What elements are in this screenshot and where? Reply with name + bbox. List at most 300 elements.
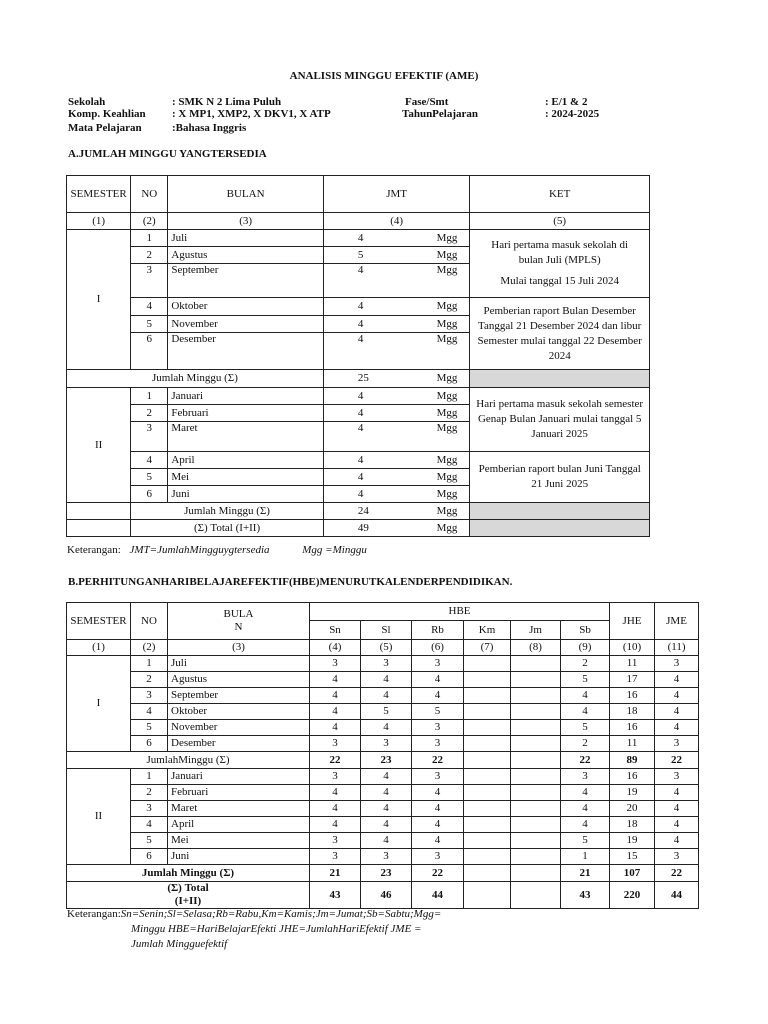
cell-km: [464, 833, 511, 849]
cell-sl: 4: [361, 785, 412, 801]
cell-km: [464, 656, 511, 672]
cell-rb: 5: [412, 704, 464, 720]
cell-sn: 4: [310, 672, 361, 688]
cell-sl: 4: [361, 688, 412, 704]
cell-sb: 2: [561, 736, 610, 752]
document-title: ANALISIS MINGGU EFEKTIF (AME): [289, 70, 479, 82]
ket-cell: Pemberian raport bulan Juni Tanggal 21 Juni 2025: [470, 452, 650, 503]
row-no: 5: [131, 833, 168, 849]
total-jm: [511, 752, 561, 769]
row-jmt: [323, 452, 470, 469]
total-label: (Σ) Total (I+II): [131, 520, 324, 537]
grand-total-row: [67, 882, 699, 909]
row-bulan: September: [168, 264, 324, 298]
cell-sn: 4: [310, 704, 361, 720]
cell-jm: [511, 688, 561, 704]
row-no: 3: [131, 422, 168, 452]
cell-sn: 4: [310, 817, 361, 833]
colnum: (1): [67, 213, 131, 230]
grand-total-label-2: (I+II): [174, 895, 202, 907]
row-bulan: Maret: [168, 422, 324, 452]
note-line-2: Minggu HBE=HariBelajarEfekti JHE=JumlahHariEfektif JME =: [131, 923, 422, 935]
jmt-value: 4: [357, 389, 364, 402]
cell-jm: [511, 785, 561, 801]
row-no: 3: [131, 801, 168, 817]
header-ket: KET: [470, 176, 650, 213]
cell-sn: 4: [310, 688, 361, 704]
section-b-note-2: [131, 923, 421, 935]
row-no: 2: [131, 405, 168, 422]
table-row: [67, 833, 699, 849]
cell-jhe: 15: [610, 849, 655, 865]
cell-jm: [511, 801, 561, 817]
cell-jm: [511, 833, 561, 849]
cell-km: [464, 736, 511, 752]
total-jhe: 89: [610, 752, 655, 769]
jumlah-label: Jumlah Minggu (Σ): [67, 370, 324, 388]
total-jhe: 107: [610, 865, 655, 882]
cell-jme: 4: [655, 704, 699, 720]
colnum: (11): [655, 640, 699, 656]
note-line-3: Jumlah Mingguefektif: [131, 938, 228, 950]
jmt-unit: Mgg: [436, 487, 458, 500]
row-no: 2: [131, 785, 168, 801]
jmt-value: 49: [357, 521, 369, 534]
table-row: [67, 298, 650, 316]
jmt-unit: Mgg: [436, 317, 458, 330]
grand-sn: 43: [310, 882, 361, 909]
total-sn: 22: [310, 752, 361, 769]
row-jmt: [323, 333, 470, 370]
row-bulan: Juni: [168, 849, 310, 865]
header-jme: JME: [655, 603, 699, 640]
cell-rb: 4: [412, 688, 464, 704]
total-sb: 21: [561, 865, 610, 882]
table-b-sem1-body: [67, 656, 699, 752]
cell-sb: 4: [561, 801, 610, 817]
cell-jhe: 18: [610, 817, 655, 833]
jmt-value: 4: [357, 264, 364, 276]
table-row: [67, 656, 699, 672]
colnum: (2): [131, 213, 168, 230]
colnum: (5): [470, 213, 650, 230]
table-b: [66, 602, 699, 909]
section-b-note-1: [67, 908, 441, 920]
cell-sn: 3: [310, 656, 361, 672]
table-row: [67, 817, 699, 833]
row-no: 4: [131, 452, 168, 469]
cell-sb: 5: [561, 720, 610, 736]
row-bulan: Mei: [168, 469, 324, 486]
row-jmt: [323, 486, 470, 503]
cell-km: [464, 849, 511, 865]
note-line-1: Sn=Senin;Sl=Selasa;Rb=Rabu,Km=Kamis;Jm=Jumat;Sb=Sabtu;Mgg=: [120, 908, 442, 920]
row-no: 1: [131, 230, 168, 247]
cell-sn: 4: [310, 720, 361, 736]
row-no: 5: [131, 316, 168, 333]
cell-jm: [511, 672, 561, 688]
ket-empty: [470, 503, 650, 520]
colnum: (3): [168, 213, 324, 230]
jmt-value: 4: [357, 231, 364, 244]
cell-rb: 3: [412, 769, 464, 785]
section-b-heading: B.PERHITUNGANHARIBELAJAREFEKTIF(HBE)MENURUTKALENDERPENDIDIKAN.: [68, 576, 513, 588]
jmt-unit: Mgg: [436, 372, 458, 384]
sekolah-label: Sekolah: [68, 96, 106, 108]
row-no: 6: [131, 333, 168, 370]
cell-jhe: 11: [610, 656, 655, 672]
cell-jme: 4: [655, 688, 699, 704]
row-bulan: Oktober: [168, 704, 310, 720]
cell-km: [464, 720, 511, 736]
mapel-value: :Bahasa Inggris: [172, 122, 247, 134]
jmt-unit: Mgg: [436, 504, 458, 517]
row-bulan: Juli: [168, 230, 324, 247]
header-bulan: BULAN: [168, 176, 324, 213]
colnum: (4): [323, 213, 470, 230]
row-jmt: [323, 405, 470, 422]
header-hbe: HBE: [310, 603, 610, 621]
colnum: (2): [131, 640, 168, 656]
header-day: Km: [464, 621, 511, 640]
row-no: 4: [131, 704, 168, 720]
sem2-jumlah-row: [67, 503, 650, 520]
grand-jm: [511, 882, 561, 909]
cell-jme: 4: [655, 720, 699, 736]
jmt-unit: Mgg: [436, 264, 458, 276]
cell-jme: 3: [655, 656, 699, 672]
sem1-jumlah-row: [67, 752, 699, 769]
row-bulan: Maret: [168, 801, 310, 817]
colnum: (8): [511, 640, 561, 656]
jmt-unit: Mgg: [436, 521, 458, 534]
row-bulan: Januari: [168, 769, 310, 785]
row-bulan: April: [168, 452, 324, 469]
row-bulan: Agustus: [168, 247, 324, 264]
komp-label: Komp. Keahlian: [68, 108, 146, 120]
row-bulan: Desember: [168, 736, 310, 752]
mapel-label: Mata Pelajaran: [68, 122, 142, 134]
cell-sb: 1: [561, 849, 610, 865]
cell-km: [464, 801, 511, 817]
cell-jm: [511, 817, 561, 833]
cell-sb: 2: [561, 656, 610, 672]
total-sn: 21: [310, 865, 361, 882]
total-rb: 22: [412, 752, 464, 769]
fase-label: Fase/Smt: [405, 96, 449, 108]
cell-jme: 4: [655, 801, 699, 817]
total-rb: 22: [412, 865, 464, 882]
row-bulan: Desember: [168, 333, 324, 370]
cell-sl: 4: [361, 817, 412, 833]
header-no: NO: [131, 176, 168, 213]
jmt-unit: Mgg: [436, 406, 458, 419]
jmt-value: 4: [357, 300, 364, 312]
header-bulan: [168, 603, 310, 640]
sem1-jumlah-row: [67, 370, 650, 388]
colnum: (7): [464, 640, 511, 656]
cell-jm: [511, 720, 561, 736]
table-b-colnum-row: [67, 640, 699, 656]
note-mgg: Mgg =Minggu: [302, 544, 367, 556]
row-no: 2: [131, 247, 168, 264]
semester-label: I: [67, 230, 131, 370]
colnum: (10): [610, 640, 655, 656]
row-jmt: [323, 388, 470, 405]
row-jmt: [323, 316, 470, 333]
jmt-unit: Mgg: [436, 333, 458, 345]
total-jme: 22: [655, 752, 699, 769]
tahun-label: TahunPelajaran: [402, 108, 479, 120]
cell-sn: 4: [310, 785, 361, 801]
cell-sl: 4: [361, 672, 412, 688]
cell-jhe: 17: [610, 672, 655, 688]
row-no: 1: [131, 656, 168, 672]
jumlah-label: Jumlah Minggu (Σ): [131, 503, 324, 520]
jmt-value: 4: [357, 470, 364, 483]
cell-km: [464, 785, 511, 801]
sem2-jumlah-row: [67, 865, 699, 882]
colnum: (9): [561, 640, 610, 656]
total-jme: 22: [655, 865, 699, 882]
cell-sl: 3: [361, 736, 412, 752]
cell-sl: 3: [361, 656, 412, 672]
ket-empty: [470, 370, 650, 388]
header-bulan-2: N: [234, 621, 243, 633]
row-no: 4: [131, 298, 168, 316]
row-bulan: Januari: [168, 388, 324, 405]
row-jmt: [323, 247, 470, 264]
cell-jme: 3: [655, 849, 699, 865]
row-bulan: November: [168, 720, 310, 736]
table-b-header-row: [67, 603, 699, 621]
cell-jm: [511, 849, 561, 865]
cell-rb: 3: [412, 849, 464, 865]
ket-cell: [470, 230, 650, 298]
cell-jhe: 20: [610, 801, 655, 817]
row-jmt: [323, 264, 470, 298]
semester-label: I: [67, 656, 131, 752]
jmt-unit: Mgg: [436, 300, 458, 312]
jmt-value: 4: [357, 487, 364, 500]
cell-sl: 4: [361, 720, 412, 736]
cell-rb: 4: [412, 672, 464, 688]
header-jmt: JMT: [323, 176, 470, 213]
note-label: Keterangan:: [67, 544, 121, 556]
jmt-value: 24: [357, 504, 369, 517]
row-bulan: Februari: [168, 785, 310, 801]
grand-rb: 44: [412, 882, 464, 909]
cell-jhe: 19: [610, 833, 655, 849]
cell-jme: 4: [655, 672, 699, 688]
jumlah-jmt: [323, 370, 470, 388]
cell-sn: 3: [310, 849, 361, 865]
row-jmt: [323, 422, 470, 452]
total-row: [67, 520, 650, 537]
row-bulan: Juli: [168, 656, 310, 672]
header-day: Sl: [361, 621, 412, 640]
ket-text: bulan Juli (MPLS): [518, 254, 601, 266]
empty-cell: [67, 503, 131, 520]
fase-value: : E/1 & 2: [545, 96, 588, 108]
grand-jhe: 220: [610, 882, 655, 909]
ket-text: Mulai tanggal 15 Juli 2024: [500, 275, 619, 287]
header-semester: SEMESTER: [67, 176, 131, 213]
cell-rb: 4: [412, 833, 464, 849]
grand-sb: 43: [561, 882, 610, 909]
jmt-unit: Mgg: [436, 422, 458, 434]
semester-label: II: [67, 769, 131, 865]
ket-text: Hari pertama masuk sekolah di: [491, 239, 629, 251]
table-row: [67, 452, 650, 469]
ket-cell: Hari pertama masuk sekolah semester Genap Bulan Januari mulai tanggal 5 Januari 2025: [470, 388, 650, 452]
table-row: [67, 672, 699, 688]
row-no: 2: [131, 672, 168, 688]
header-day: Rb: [412, 621, 464, 640]
cell-sl: 4: [361, 769, 412, 785]
table-row: [67, 769, 699, 785]
section-a-note: [67, 544, 367, 556]
row-bulan: November: [168, 316, 324, 333]
cell-rb: 4: [412, 785, 464, 801]
cell-jme: 3: [655, 736, 699, 752]
cell-km: [464, 769, 511, 785]
cell-sb: 4: [561, 688, 610, 704]
cell-sl: 5: [361, 704, 412, 720]
cell-sb: 5: [561, 672, 610, 688]
komp-value: : X MP1, XMP2, X DKV1, X ATP: [172, 108, 331, 120]
ket-cell: Pemberian raport Bulan Desember Tanggal 21 Desember 2024 dan libur Semester mulai tanggal 22 Desember 2024: [470, 298, 650, 370]
row-no: 3: [131, 688, 168, 704]
header-jhe: JHE: [610, 603, 655, 640]
grand-total-label: [67, 882, 310, 909]
cell-sb: 5: [561, 833, 610, 849]
cell-sl: 4: [361, 801, 412, 817]
row-no: 3: [131, 264, 168, 298]
cell-sb: 4: [561, 785, 610, 801]
jmt-value: 25: [357, 372, 369, 384]
table-row: [67, 388, 650, 405]
ket-empty: [470, 520, 650, 537]
row-no: 6: [131, 849, 168, 865]
grand-sl: 46: [361, 882, 412, 909]
cell-km: [464, 672, 511, 688]
total-sb: 22: [561, 752, 610, 769]
total-jm: [511, 865, 561, 882]
cell-jhe: 16: [610, 769, 655, 785]
cell-rb: 3: [412, 720, 464, 736]
colnum: (4): [310, 640, 361, 656]
jmt-unit: Mgg: [436, 231, 458, 244]
cell-jhe: 16: [610, 720, 655, 736]
cell-jm: [511, 736, 561, 752]
row-bulan: Juni: [168, 486, 324, 503]
cell-rb: 3: [412, 736, 464, 752]
colnum: (1): [67, 640, 131, 656]
total-km: [464, 752, 511, 769]
semester-label: II: [67, 388, 131, 503]
cell-jme: 4: [655, 817, 699, 833]
colnum: (6): [412, 640, 464, 656]
total-sl: 23: [361, 752, 412, 769]
table-row: [67, 849, 699, 865]
row-bulan: Februari: [168, 405, 324, 422]
cell-jm: [511, 704, 561, 720]
cell-jm: [511, 656, 561, 672]
tahun-value: : 2024-2025: [545, 108, 600, 120]
cell-sn: 4: [310, 801, 361, 817]
cell-rb: 3: [412, 656, 464, 672]
cell-sn: 3: [310, 769, 361, 785]
row-no: 6: [131, 486, 168, 503]
header-day: Sb: [561, 621, 610, 640]
total-km: [464, 865, 511, 882]
jmt-value: 5: [357, 248, 364, 261]
note-jmt: JMT=JumlahMingguygtersedia: [129, 544, 270, 556]
cell-jme: 4: [655, 833, 699, 849]
header-day: Sn: [310, 621, 361, 640]
note-label: Keterangan:: [67, 908, 121, 920]
cell-jme: 3: [655, 769, 699, 785]
cell-km: [464, 688, 511, 704]
jmt-unit: Mgg: [436, 470, 458, 483]
table-row: [67, 230, 650, 247]
row-bulan: April: [168, 817, 310, 833]
row-jmt: [323, 469, 470, 486]
cell-jhe: 18: [610, 704, 655, 720]
cell-sl: 3: [361, 849, 412, 865]
row-no: 4: [131, 817, 168, 833]
table-row: [67, 785, 699, 801]
cell-rb: 4: [412, 801, 464, 817]
row-no: 1: [131, 388, 168, 405]
jumlah-label: Jumlah Minggu (Σ): [67, 865, 310, 882]
row-bulan: Mei: [168, 833, 310, 849]
cell-jm: [511, 769, 561, 785]
table-row: [67, 720, 699, 736]
cell-jhe: 16: [610, 688, 655, 704]
cell-rb: 4: [412, 817, 464, 833]
header-no: NO: [131, 603, 168, 640]
row-no: 1: [131, 769, 168, 785]
grand-km: [464, 882, 511, 909]
jmt-value: 4: [357, 422, 364, 434]
jmt-value: 4: [357, 406, 364, 419]
table-a: [66, 175, 650, 537]
row-bulan: Oktober: [168, 298, 324, 316]
header-day: Jm: [511, 621, 561, 640]
table-row: [67, 736, 699, 752]
cell-km: [464, 704, 511, 720]
empty-cell: [67, 520, 131, 537]
jmt-value: 4: [357, 333, 364, 345]
jmt-unit: Mgg: [436, 453, 458, 466]
cell-sl: 4: [361, 833, 412, 849]
table-a-colnum-row: [67, 213, 650, 230]
sekolah-value: : SMK N 2 Lima Puluh: [172, 96, 282, 108]
section-b-note-3: [131, 938, 227, 950]
table-row: [67, 801, 699, 817]
row-no: 5: [131, 469, 168, 486]
section-a-heading: A.JUMLAH MINGGU YANGTERSEDIA: [68, 148, 267, 160]
row-jmt: [323, 230, 470, 247]
jmt-value: 4: [357, 453, 364, 466]
total-jmt: [323, 520, 470, 537]
row-jmt: [323, 298, 470, 316]
row-no: 5: [131, 720, 168, 736]
table-b-sem2-body: [67, 769, 699, 865]
jmt-unit: Mgg: [436, 389, 458, 402]
